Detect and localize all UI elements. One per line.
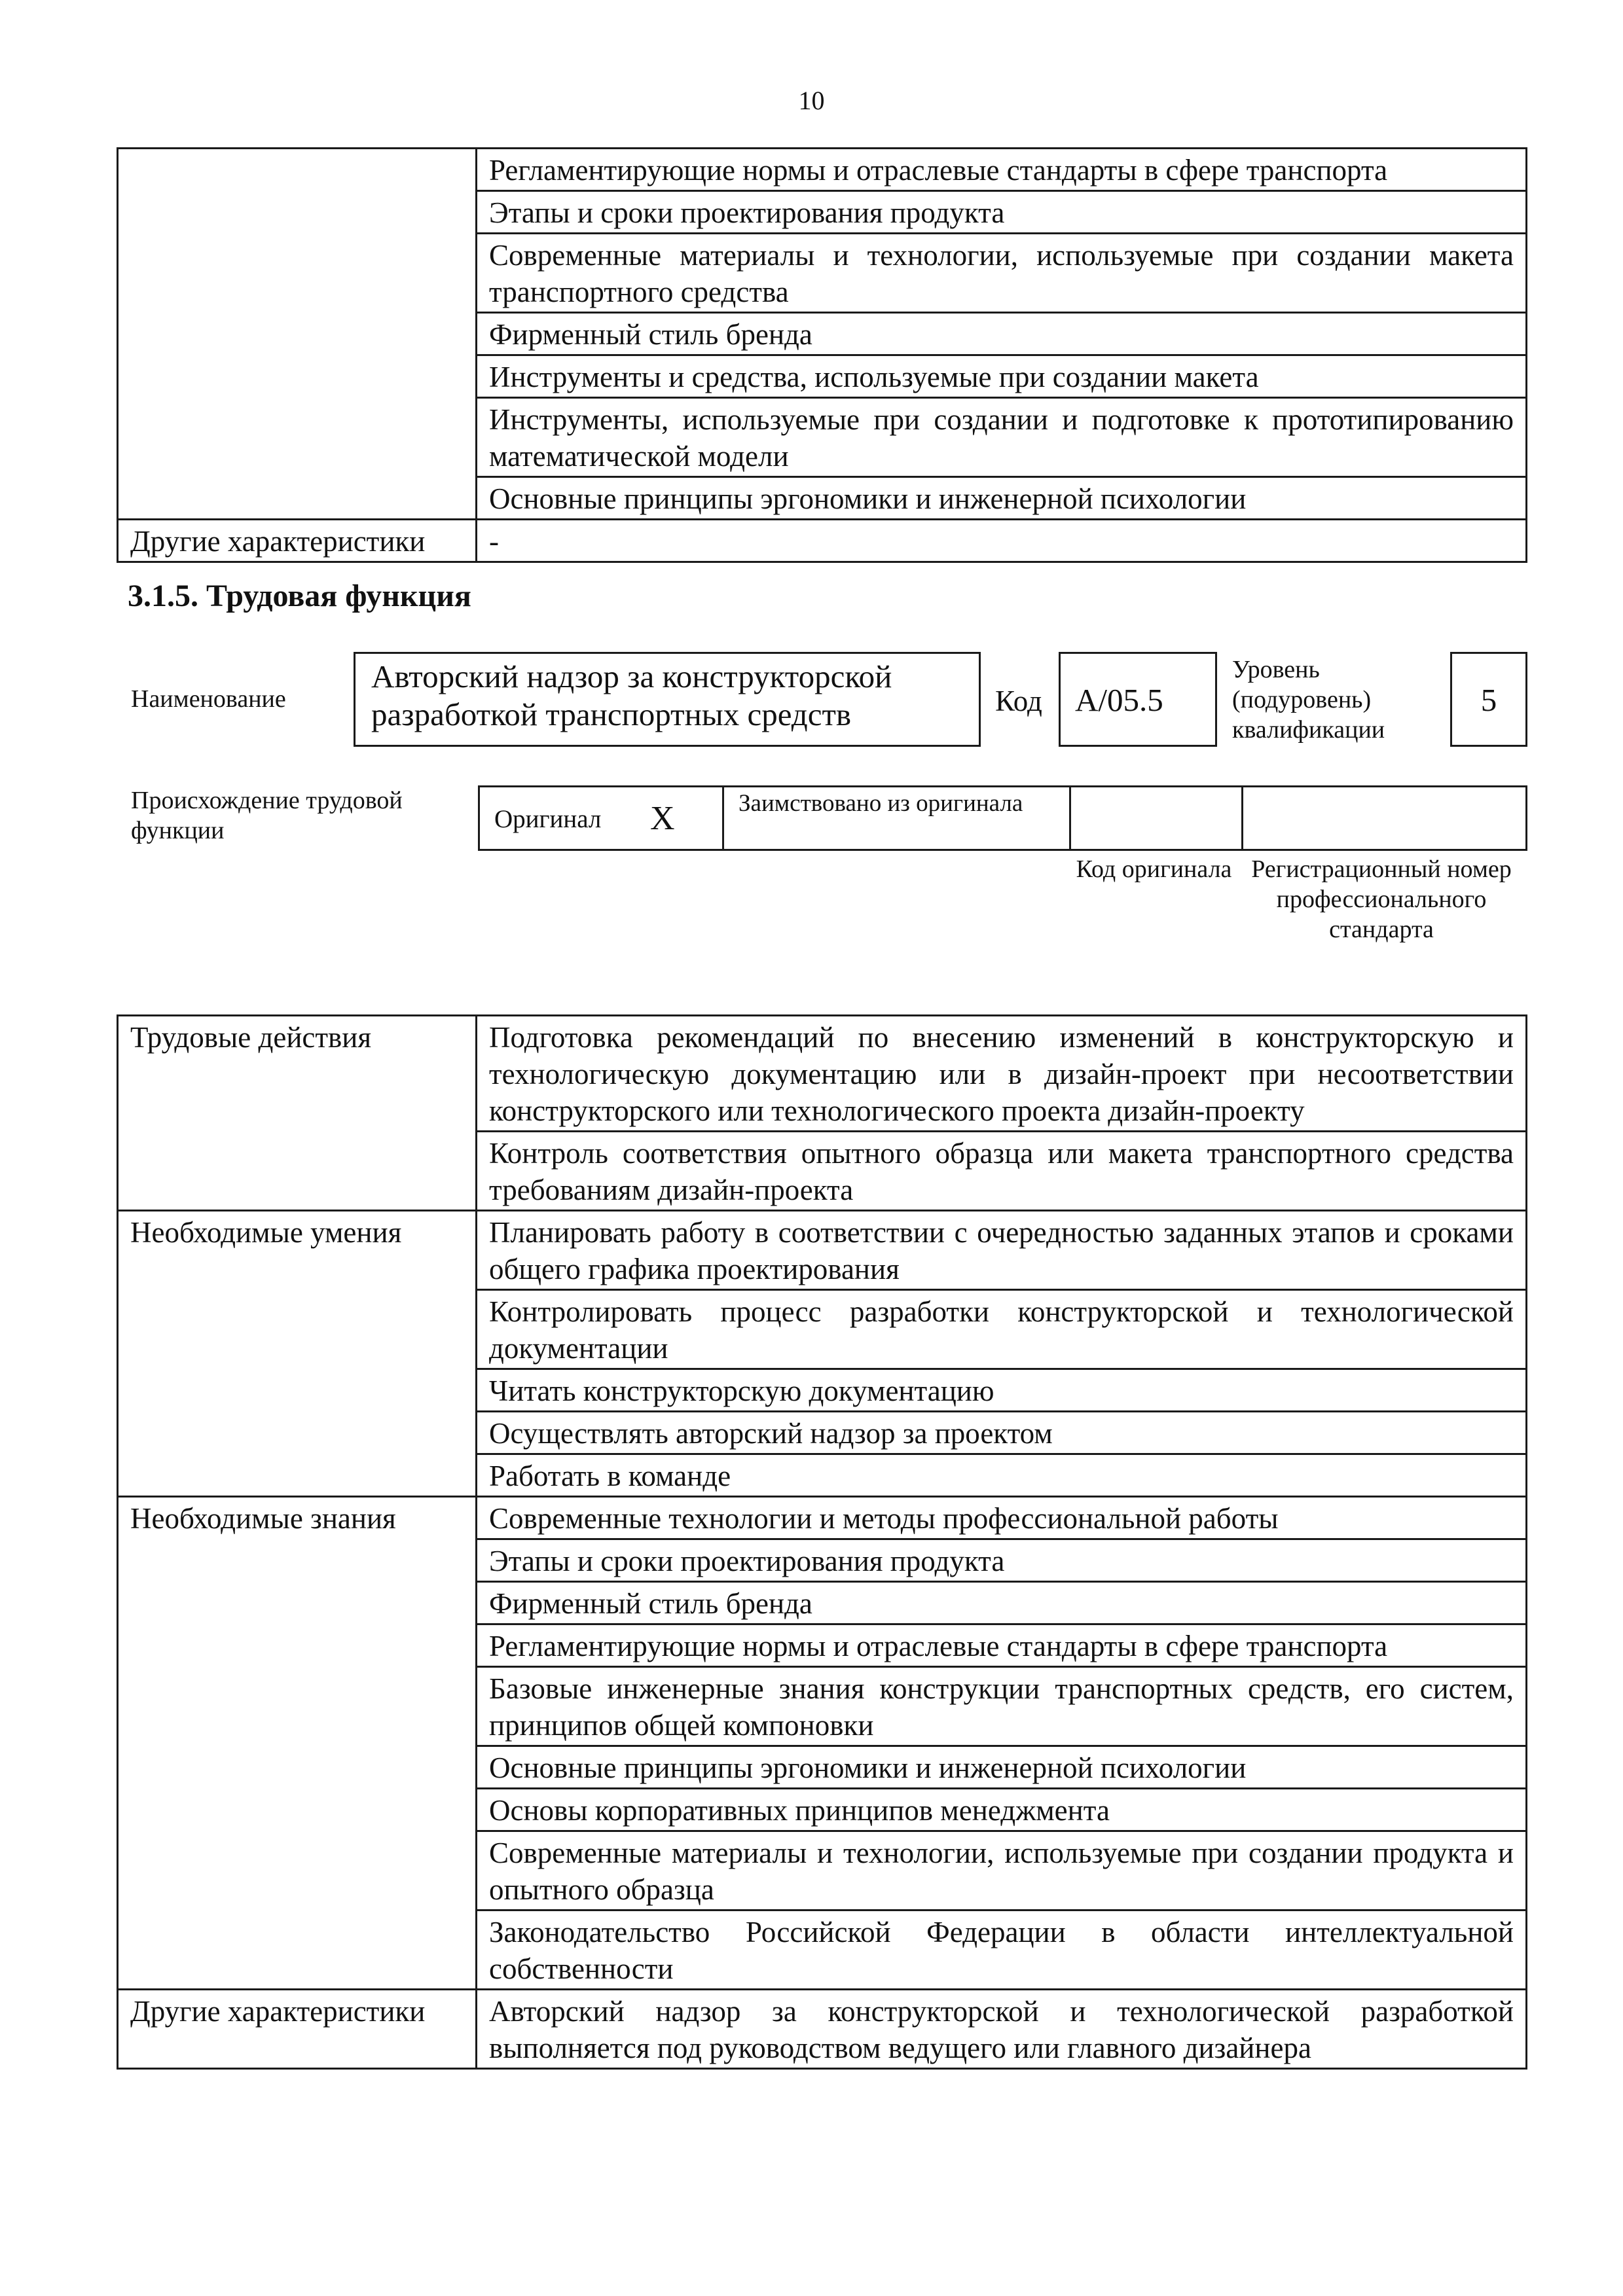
action-item: Подготовка рекомендаций по внесению изменений в конструкторскую и технологическую документацию или в дизайн-проект при несоответствии конструкторского или технологического проекта дизайн-проекту: [477, 1016, 1527, 1132]
knowledge-item: Фирменный стиль бренда: [477, 1582, 1527, 1624]
skill-item: Работать в команде: [477, 1454, 1527, 1497]
skills-label: Необходимые умения: [118, 1211, 477, 1497]
level-value: 5: [1480, 682, 1497, 718]
labor-function-table: [117, 1014, 1527, 2070]
divider: [1241, 787, 1243, 849]
actions-label: Трудовые действия: [118, 1016, 477, 1211]
divider: [1069, 787, 1071, 849]
reg-number-caption: Регистрационный номер профессионального стандарта: [1251, 855, 1512, 943]
origin-label: Происхождение трудовой функции: [131, 787, 403, 844]
skill-item: Планировать работу в соответствии с очередностью заданных этапов и сроками общего графика проектирования: [477, 1211, 1527, 1290]
other-characteristics-label: Другие характеристики: [118, 520, 477, 562]
continued-knowledge-table: [117, 147, 1527, 563]
action-item: Контроль соответствия опытного образца или макета транспортного средства требованиям дизайн-проекта: [477, 1132, 1527, 1211]
code-label: Код: [995, 685, 1042, 717]
original-label: Оригинал: [494, 805, 602, 833]
level-value-box: [1450, 652, 1527, 747]
skill-item: Контролировать процесс разработки конструкторской и технологической документации: [477, 1290, 1527, 1369]
knowledge-item: Фирменный стиль бренда: [477, 313, 1527, 355]
other-characteristics-value: Авторский надзор за конструкторской и технологической разработкой выполняется под руководством ведущего или главного дизайнера: [477, 1990, 1527, 2069]
knowledge-item: Инструменты и средства, используемые при создании макета: [477, 355, 1527, 398]
knowledge-item: Современные материалы и технологии, используемые при создании продукта и опытного образца: [477, 1831, 1527, 1910]
other-characteristics-label: Другие характеристики: [118, 1990, 477, 2069]
page-number: 10: [798, 86, 825, 115]
knowledge-item: Современные технологии и методы профессиональной работы: [477, 1497, 1527, 1539]
knowledge-item: Регламентирующие нормы и отраслевые стандарты в сфере транспорта: [477, 1624, 1527, 1667]
section-title: 3.1.5. Трудовая функция: [128, 579, 471, 613]
skill-item: Читать конструкторскую документацию: [477, 1369, 1527, 1412]
knowledge-item: Основные принципы эргономики и инженерной психологии: [477, 477, 1527, 520]
knowledge-item: Современные материалы и технологии, используемые при создании макета транспортного средства: [477, 234, 1527, 313]
code-value: A/05.5: [1075, 682, 1163, 718]
level-label: Уровень (подуровень) квалификации: [1232, 656, 1385, 744]
code-original-caption: Код оригинала: [1076, 855, 1232, 883]
name-value-box: [354, 652, 981, 747]
code-value-box: [1059, 652, 1217, 747]
skill-item: Осуществлять авторский надзор за проектом: [477, 1412, 1527, 1454]
empty-label-cell: [118, 149, 477, 520]
knowledge-item: Этапы и сроки проектирования продукта: [477, 191, 1527, 234]
knowledge-item: Этапы и сроки проектирования продукта: [477, 1539, 1527, 1582]
name-value: Авторский надзор за конструкторской разработкой транспортных средств: [371, 658, 892, 732]
borrowed-label: Заимствовано из оригинала: [739, 790, 1023, 817]
knowledge-item: Регламентирующие нормы и отраслевые стандарты в сфере транспорта: [477, 149, 1527, 191]
knowledge-label: Необходимые знания: [118, 1497, 477, 1990]
knowledge-item: Базовые инженерные знания конструкции транспортных средств, его систем, принципов общей компоновки: [477, 1667, 1527, 1746]
other-characteristics-value: -: [477, 520, 1527, 562]
original-mark: X: [650, 800, 675, 837]
divider: [722, 787, 724, 849]
name-label: Наименование: [131, 685, 286, 713]
knowledge-item: Основы корпоративных принципов менеджмента: [477, 1789, 1527, 1831]
knowledge-item: Основные принципы эргономики и инженерной психологии: [477, 1746, 1527, 1789]
knowledge-item: Законодательство Российской Федерации в области интеллектуальной собственности: [477, 1910, 1527, 1990]
knowledge-item: Инструменты, используемые при создании и подготовке к прототипированию математической модели: [477, 398, 1527, 477]
origin-box: [478, 785, 1527, 851]
